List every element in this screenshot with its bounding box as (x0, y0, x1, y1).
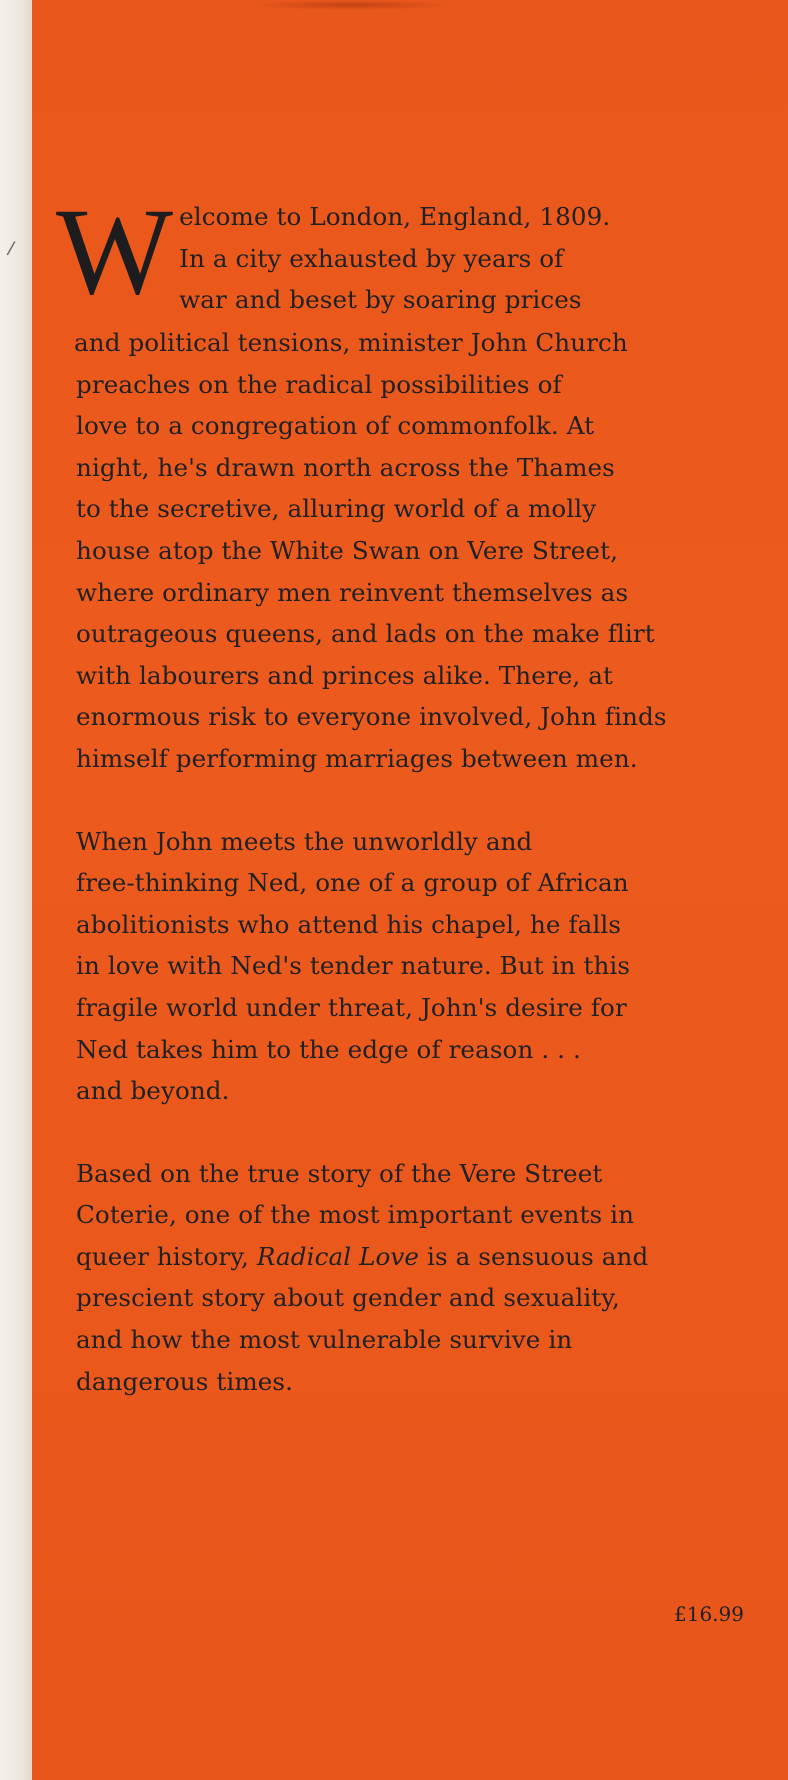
blurb-line: night, he's drawn north across the Thames (76, 452, 615, 482)
blurb-line: Ned takes him to the edge of reason . . . (76, 1034, 581, 1064)
blurb-line: abolitionists who attend his chapel, he falls (76, 909, 622, 939)
blurb-line: outrageous queens, and lads on the make flirt (76, 619, 655, 649)
blurb-line: to the secretive, alluring world of a molly (76, 494, 597, 524)
blurb-line: himself performing marriages between men. (76, 743, 638, 773)
blurb-line: love to a congregation of commonfolk. At (76, 411, 595, 441)
blurb-line-with-title (76, 1236, 756, 1278)
blurb-text: is a sensuous and (419, 1241, 649, 1271)
blurb-line: and political tensions, minister John Church (74, 328, 628, 357)
blurb-line: house atop the White Swan on Vere Street, (76, 535, 618, 565)
blurb-line: free-thinking Ned, one of a group of African (76, 868, 629, 898)
blurb-line: prescient story about gender and sexuality, (76, 1283, 620, 1313)
price-label: £16.99 (674, 1602, 744, 1626)
blurb-text: queer history, (76, 1241, 257, 1271)
book-title: Radical Love (256, 1241, 420, 1271)
drop-cap: W (56, 183, 174, 320)
blurb-paragraph-3 (76, 1153, 756, 1403)
blurb-line: where ordinary men reinvent themselves as (76, 577, 629, 607)
blurb-line: and beyond. (76, 1076, 230, 1106)
blurb-paragraph-1 (56, 183, 756, 780)
blurb-line: elcome to London, England, 1809. (179, 202, 611, 231)
blurb-line: Coterie, one of the most important events in (76, 1200, 635, 1230)
blurb-line: war and beset by soaring prices (179, 285, 582, 315)
blurb-line: fragile world under threat, John's desire for (76, 992, 627, 1022)
pencil-mark: / (5, 237, 17, 260)
blurb-line: dangerous times. (76, 1366, 294, 1396)
blurb-line: with labourers and princes alike. There, at (76, 660, 613, 690)
blurb-line: preaches on the radical possibilities of (76, 369, 562, 399)
blurb-paragraph-2 (76, 821, 756, 1112)
top-shadow (252, 0, 452, 10)
blurb-line: When John meets the unworldly and (76, 826, 533, 856)
blurb (56, 183, 756, 1402)
blurb-line: Based on the true story of the Vere Street (76, 1158, 603, 1188)
blurb-line: and how the most vulnerable survive in (76, 1325, 573, 1355)
spine-edge (0, 0, 32, 1780)
blurb-line: In a city exhausted by years of (179, 243, 564, 273)
blurb-line: in love with Ned's tender nature. But in this (76, 951, 631, 981)
blurb-line: enormous risk to everyone involved, John finds (76, 702, 667, 732)
